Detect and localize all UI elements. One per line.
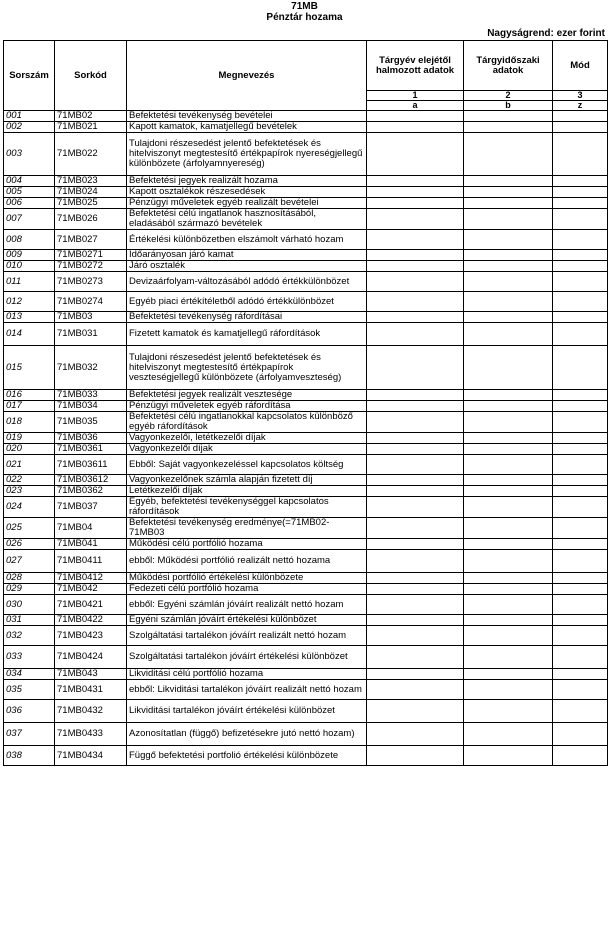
header-num-a: 1 — [367, 91, 464, 101]
row-description: Vagyonkezelőnek számla alapján fizetett díj — [127, 475, 367, 486]
row-code: 71MB0433 — [55, 723, 127, 746]
table-row — [4, 250, 608, 261]
table-row — [4, 323, 608, 346]
table-row — [4, 475, 608, 486]
row-code: 71MB0273 — [55, 272, 127, 292]
cell-col-a[interactable] — [367, 433, 464, 444]
cell-col-a[interactable] — [367, 292, 464, 312]
table-row — [4, 346, 608, 390]
row-description: Befektetési célú ingatlanokkal kapcsolatos különböző egyéb ráfordítások — [127, 412, 367, 433]
cell-col-b[interactable] — [464, 539, 553, 550]
cell-col-a[interactable] — [367, 209, 464, 230]
row-number: 006 — [4, 198, 55, 209]
row-description: Értékelési különbözetben elszámolt várható hozam — [127, 230, 367, 250]
cell-col-z[interactable] — [553, 669, 608, 680]
row-number: 026 — [4, 539, 55, 550]
cell-col-b[interactable] — [464, 486, 553, 497]
cell-col-a[interactable] — [367, 700, 464, 723]
row-code: 71MB022 — [55, 133, 127, 176]
cell-col-a[interactable] — [367, 475, 464, 486]
header-col-b: Tárgyidőszaki adatok — [464, 41, 553, 91]
row-number: 032 — [4, 626, 55, 646]
row-code: 71MB026 — [55, 209, 127, 230]
cell-col-b[interactable] — [464, 680, 553, 700]
row-description: Fizetett kamatok és kamatjellegű ráfordítások — [127, 323, 367, 346]
row-description: Szolgáltatási tartalékon jóváírt realizált nettó hozam — [127, 626, 367, 646]
cell-col-a[interactable] — [367, 250, 464, 261]
cell-col-a[interactable] — [367, 746, 464, 766]
row-code: 71MB033 — [55, 390, 127, 401]
row-code: 71MB0421 — [55, 595, 127, 615]
cell-col-z[interactable] — [553, 346, 608, 390]
row-number: 015 — [4, 346, 55, 390]
row-description: Likviditási tartalékon jóváírt értékelési különbözet — [127, 700, 367, 723]
cell-col-b[interactable] — [464, 497, 553, 518]
cell-col-b[interactable] — [464, 390, 553, 401]
cell-col-z[interactable] — [553, 626, 608, 646]
row-number: 030 — [4, 595, 55, 615]
cell-col-b[interactable] — [464, 700, 553, 723]
cell-col-z[interactable] — [553, 187, 608, 198]
row-description: Egyéb, befektetési tevékenységgel kapcsolatos ráfordítások — [127, 497, 367, 518]
cell-col-b[interactable] — [464, 261, 553, 272]
cell-col-a[interactable] — [367, 646, 464, 669]
row-code: 71MB031 — [55, 323, 127, 346]
row-number: 014 — [4, 323, 55, 346]
row-code: 71MB032 — [55, 346, 127, 390]
row-description: Tulajdoni részesedést jelentő befektetések és hitelviszonyt megtestesítő értékpapírok nyereségjellegű különbözete (árfolyamnyereség) — [127, 133, 367, 176]
table-row — [4, 486, 608, 497]
row-number: 019 — [4, 433, 55, 444]
row-number: 002 — [4, 122, 55, 133]
row-number: 037 — [4, 723, 55, 746]
row-description: Befektetési jegyek realizált hozama — [127, 176, 367, 187]
cell-col-a[interactable] — [367, 550, 464, 573]
cell-col-b[interactable] — [464, 111, 553, 122]
row-number: 005 — [4, 187, 55, 198]
table-row — [4, 455, 608, 475]
table-row — [4, 412, 608, 433]
cell-col-a[interactable] — [367, 518, 464, 539]
cell-col-z[interactable] — [553, 111, 608, 122]
table-row — [4, 497, 608, 518]
table-row — [4, 198, 608, 209]
cell-col-b[interactable] — [464, 518, 553, 539]
cell-col-b[interactable] — [464, 433, 553, 444]
header-sorkod: Sorkód — [55, 41, 127, 111]
row-description: Vagyonkezelői díjak — [127, 444, 367, 455]
row-description: Befektetési jegyek realizált vesztesége — [127, 390, 367, 401]
row-description: Befektetési tevékenység eredménye(=71MB02-71MB03 — [127, 518, 367, 539]
table-row — [4, 669, 608, 680]
table-row — [4, 615, 608, 626]
row-number: 012 — [4, 292, 55, 312]
cell-col-z[interactable] — [553, 444, 608, 455]
row-number: 001 — [4, 111, 55, 122]
cell-col-z[interactable] — [553, 595, 608, 615]
table-row — [4, 700, 608, 723]
cell-col-z[interactable] — [553, 198, 608, 209]
cell-col-b[interactable] — [464, 312, 553, 323]
cell-col-b[interactable] — [464, 723, 553, 746]
cell-col-z[interactable] — [553, 615, 608, 626]
cell-col-z[interactable] — [553, 475, 608, 486]
form-code: 71MB — [291, 1, 318, 12]
row-description: Befektetési tevékenység bevételei — [127, 111, 367, 122]
cell-col-a[interactable] — [367, 133, 464, 176]
cell-col-z[interactable] — [553, 486, 608, 497]
row-description: Devizaárfolyam-változásából adódó értékkülönbözet — [127, 272, 367, 292]
row-description: Vagyonkezelői, letétkezelői díjak — [127, 433, 367, 444]
cell-col-z[interactable] — [553, 272, 608, 292]
row-code: 71MB025 — [55, 198, 127, 209]
row-code: 71MB027 — [55, 230, 127, 250]
row-code: 71MB0423 — [55, 626, 127, 646]
cell-col-b[interactable] — [464, 176, 553, 187]
cell-col-b[interactable] — [464, 292, 553, 312]
cell-col-a[interactable] — [367, 230, 464, 250]
row-number: 029 — [4, 584, 55, 595]
header-megnevezes: Megnevezés — [127, 41, 367, 111]
row-number: 023 — [4, 486, 55, 497]
row-number: 008 — [4, 230, 55, 250]
row-number: 025 — [4, 518, 55, 539]
row-description: Befektetési célú ingatlanok hasznosításából, eladásából származó bevételek — [127, 209, 367, 230]
cell-col-a[interactable] — [367, 680, 464, 700]
table-row — [4, 209, 608, 230]
cell-col-a[interactable] — [367, 390, 464, 401]
cell-col-a[interactable] — [367, 595, 464, 615]
cell-col-z[interactable] — [553, 680, 608, 700]
table-row — [4, 584, 608, 595]
table-row — [4, 176, 608, 187]
row-number: 017 — [4, 401, 55, 412]
table-row — [4, 401, 608, 412]
cell-col-z[interactable] — [553, 518, 608, 539]
row-description: Befektetési tevékenység ráfordításai — [127, 312, 367, 323]
row-number: 036 — [4, 700, 55, 723]
cell-col-z[interactable] — [553, 250, 608, 261]
table-row — [4, 272, 608, 292]
row-code: 71MB034 — [55, 401, 127, 412]
cell-col-a[interactable] — [367, 261, 464, 272]
row-description: Pénzügyi műveletek egyéb realizált bevételei — [127, 198, 367, 209]
cell-col-z[interactable] — [553, 401, 608, 412]
header-let-a: a — [367, 101, 464, 111]
row-description: Likviditási célú portfólió hozama — [127, 669, 367, 680]
cell-col-b[interactable] — [464, 646, 553, 669]
unit-label: Nagyságrend: ezer forint — [487, 28, 605, 39]
row-description: ebből: Likviditási tartalékon jóváírt realizált nettó hozam — [127, 680, 367, 700]
cell-col-z[interactable] — [553, 312, 608, 323]
cell-col-b[interactable] — [464, 626, 553, 646]
cell-col-a[interactable] — [367, 626, 464, 646]
row-code: 71MB036 — [55, 433, 127, 444]
cell-col-b[interactable] — [464, 122, 553, 133]
report-table — [3, 40, 608, 766]
table-row — [4, 122, 608, 133]
header-let-z: z — [553, 101, 608, 111]
row-number: 020 — [4, 444, 55, 455]
row-description: Függő befektetési portfolió értékelési különbözete — [127, 746, 367, 766]
cell-col-b[interactable] — [464, 272, 553, 292]
header-num-z: 3 — [553, 91, 608, 101]
row-number: 034 — [4, 669, 55, 680]
row-code: 71MB023 — [55, 176, 127, 187]
row-number: 013 — [4, 312, 55, 323]
cell-col-z[interactable] — [553, 723, 608, 746]
cell-col-a[interactable] — [367, 539, 464, 550]
row-number: 018 — [4, 412, 55, 433]
row-description: Egyéb piaci értékítéletből adódó értékkülönbözet — [127, 292, 367, 312]
row-description: Azonosítatlan (függő) befizetésekre jutó nettó hozam) — [127, 723, 367, 746]
cell-col-z[interactable] — [553, 573, 608, 584]
row-code: 71MB03 — [55, 312, 127, 323]
row-code: 71MB0274 — [55, 292, 127, 312]
cell-col-z[interactable] — [553, 455, 608, 475]
row-description: Letétkezelői díjak — [127, 486, 367, 497]
row-number: 028 — [4, 573, 55, 584]
report-body — [4, 111, 608, 766]
cell-col-a[interactable] — [367, 323, 464, 346]
header-let-b: b — [464, 101, 553, 111]
table-row — [4, 312, 608, 323]
table-row — [4, 261, 608, 272]
cell-col-a[interactable] — [367, 198, 464, 209]
cell-col-a[interactable] — [367, 486, 464, 497]
cell-col-z[interactable] — [553, 433, 608, 444]
row-description: ebből: Egyéni számlán jóváírt realizált nettó hozam — [127, 595, 367, 615]
cell-col-b[interactable] — [464, 198, 553, 209]
row-number: 022 — [4, 475, 55, 486]
row-code: 71MB03611 — [55, 455, 127, 475]
row-code: 71MB04 — [55, 518, 127, 539]
table-row — [4, 539, 608, 550]
row-code: 71MB0362 — [55, 486, 127, 497]
cell-col-a[interactable] — [367, 401, 464, 412]
row-code: 71MB0411 — [55, 550, 127, 573]
cell-col-a[interactable] — [367, 497, 464, 518]
row-code: 71MB0272 — [55, 261, 127, 272]
cell-col-z[interactable] — [553, 497, 608, 518]
header-sorszam: Sorszám — [4, 41, 55, 111]
cell-col-a[interactable] — [367, 584, 464, 595]
table-row — [4, 573, 608, 584]
table-row — [4, 111, 608, 122]
row-number: 010 — [4, 261, 55, 272]
row-code: 71MB037 — [55, 497, 127, 518]
cell-col-z[interactable] — [553, 550, 608, 573]
table-row — [4, 187, 608, 198]
row-code: 71MB041 — [55, 539, 127, 550]
cell-col-z[interactable] — [553, 700, 608, 723]
cell-col-b[interactable] — [464, 187, 553, 198]
row-code: 71MB042 — [55, 584, 127, 595]
cell-col-z[interactable] — [553, 122, 608, 133]
table-row — [4, 292, 608, 312]
row-code: 71MB0434 — [55, 746, 127, 766]
cell-col-z[interactable] — [553, 133, 608, 176]
row-number: 007 — [4, 209, 55, 230]
table-row — [4, 433, 608, 444]
row-code: 71MB02 — [55, 111, 127, 122]
cell-col-z[interactable] — [553, 176, 608, 187]
row-code: 71MB0424 — [55, 646, 127, 669]
header-col-a: Tárgyév elejétől halmozott adatok — [367, 41, 464, 91]
cell-col-a[interactable] — [367, 122, 464, 133]
table-row — [4, 230, 608, 250]
cell-col-z[interactable] — [553, 390, 608, 401]
cell-col-z[interactable] — [553, 261, 608, 272]
cell-col-b[interactable] — [464, 444, 553, 455]
row-code: 71MB0432 — [55, 700, 127, 723]
row-number: 021 — [4, 455, 55, 475]
cell-col-a[interactable] — [367, 573, 464, 584]
row-code: 71MB021 — [55, 122, 127, 133]
cell-col-b[interactable] — [464, 209, 553, 230]
row-description: Tulajdoni részesedést jelentő befektetések és hitelviszonyt megtestesítő értékpapírok veszteségjellegű különbözete (árfolyamveszteség) — [127, 346, 367, 390]
cell-col-a[interactable] — [367, 669, 464, 680]
cell-col-b[interactable] — [464, 615, 553, 626]
cell-col-b[interactable] — [464, 412, 553, 433]
row-code: 71MB0431 — [55, 680, 127, 700]
table-row — [4, 518, 608, 539]
row-code: 71MB0361 — [55, 444, 127, 455]
cell-col-a[interactable] — [367, 412, 464, 433]
cell-col-z[interactable] — [553, 646, 608, 669]
row-code: 71MB043 — [55, 669, 127, 680]
row-description: Időarányosan járó kamat — [127, 250, 367, 261]
cell-col-a[interactable] — [367, 455, 464, 475]
table-row — [4, 595, 608, 615]
cell-col-z[interactable] — [553, 230, 608, 250]
row-number: 003 — [4, 133, 55, 176]
cell-col-a[interactable] — [367, 444, 464, 455]
row-number: 027 — [4, 550, 55, 573]
row-code: 71MB0271 — [55, 250, 127, 261]
cell-col-z[interactable] — [553, 323, 608, 346]
cell-col-b[interactable] — [464, 584, 553, 595]
table-row — [4, 746, 608, 766]
cell-col-z[interactable] — [553, 746, 608, 766]
cell-col-a[interactable] — [367, 187, 464, 198]
row-number: 024 — [4, 497, 55, 518]
table-row — [4, 626, 608, 646]
row-description: Működési portfólió értékelési különbözete — [127, 573, 367, 584]
row-code: 71MB0412 — [55, 573, 127, 584]
cell-col-z[interactable] — [553, 292, 608, 312]
table-row — [4, 680, 608, 700]
cell-col-b[interactable] — [464, 746, 553, 766]
row-description: Kapott kamatok, kamatjellegű bevételek — [127, 122, 367, 133]
row-description: Szolgáltatási tartalékon jóváírt értékelési különbözet — [127, 646, 367, 669]
table-row — [4, 390, 608, 401]
row-description: Egyéni számlán jóváírt értékelési különbözet — [127, 615, 367, 626]
cell-col-b[interactable] — [464, 250, 553, 261]
table-row — [4, 133, 608, 176]
row-code: 71MB035 — [55, 412, 127, 433]
cell-col-b[interactable] — [464, 346, 553, 390]
row-code: 71MB0422 — [55, 615, 127, 626]
cell-col-z[interactable] — [553, 412, 608, 433]
cell-col-b[interactable] — [464, 230, 553, 250]
cell-col-b[interactable] — [464, 323, 553, 346]
form-title: Pénztár hozama — [266, 12, 343, 23]
table-row — [4, 723, 608, 746]
cell-col-a[interactable] — [367, 111, 464, 122]
cell-col-z[interactable] — [553, 584, 608, 595]
row-description: Járó osztalék — [127, 261, 367, 272]
row-description: Működési célú portfólió hozama — [127, 539, 367, 550]
cell-col-z[interactable] — [553, 539, 608, 550]
cell-col-b[interactable] — [464, 573, 553, 584]
header-col-z: Mód — [553, 41, 608, 91]
cell-col-b[interactable] — [464, 455, 553, 475]
cell-col-z[interactable] — [553, 209, 608, 230]
row-number: 011 — [4, 272, 55, 292]
cell-col-a[interactable] — [367, 176, 464, 187]
cell-col-b[interactable] — [464, 595, 553, 615]
row-number: 031 — [4, 615, 55, 626]
row-number: 009 — [4, 250, 55, 261]
cell-col-b[interactable] — [464, 550, 553, 573]
cell-col-a[interactable] — [367, 615, 464, 626]
cell-col-a[interactable] — [367, 723, 464, 746]
cell-col-a[interactable] — [367, 312, 464, 323]
cell-col-b[interactable] — [464, 133, 553, 176]
row-number: 004 — [4, 176, 55, 187]
cell-col-b[interactable] — [464, 475, 553, 486]
header-num-b: 2 — [464, 91, 553, 101]
cell-col-a[interactable] — [367, 272, 464, 292]
row-description: Kapott osztalékok részesedések — [127, 187, 367, 198]
row-description: Ebből: Saját vagyonkezeléssel kapcsolatos költség — [127, 455, 367, 475]
row-number: 035 — [4, 680, 55, 700]
table-row — [4, 444, 608, 455]
row-code: 71MB03612 — [55, 475, 127, 486]
row-number: 038 — [4, 746, 55, 766]
row-description: Pénzügyi műveletek egyéb ráfordítása — [127, 401, 367, 412]
cell-col-b[interactable] — [464, 669, 553, 680]
row-number: 016 — [4, 390, 55, 401]
row-description: Fedezeti célú portfólió hozama — [127, 584, 367, 595]
table-row — [4, 646, 608, 669]
table-row — [4, 550, 608, 573]
row-description: ebből: Működési portfólió realizált nettó hozama — [127, 550, 367, 573]
row-code: 71MB024 — [55, 187, 127, 198]
cell-col-a[interactable] — [367, 346, 464, 390]
cell-col-b[interactable] — [464, 401, 553, 412]
row-number: 033 — [4, 646, 55, 669]
